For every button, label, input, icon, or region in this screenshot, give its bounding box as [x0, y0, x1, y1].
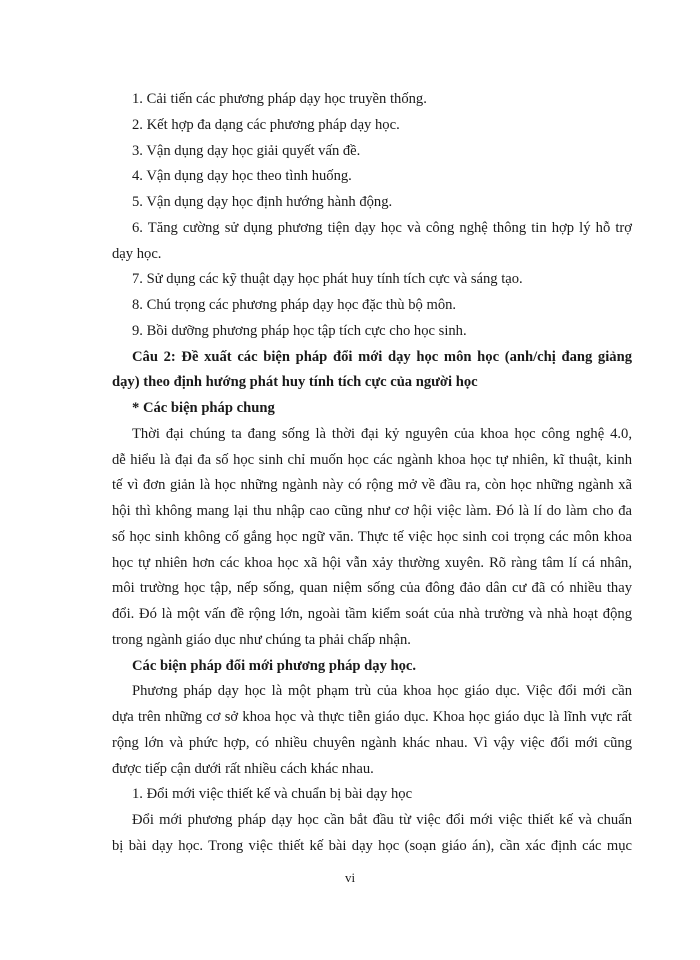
- list-item: 9. Bồi dưỡng phương pháp học tập tích cực cho học sinh.: [132, 322, 467, 339]
- paragraph-line: rộng lớn và phức hợp, có nhiều chuyên ngành khác nhau. Vì vậy việc đổi mới cũng: [112, 734, 632, 751]
- question-heading: Câu 2: Đề xuất các biện pháp đổi mới dạy học môn học (anh/chị đang giảng: [132, 348, 632, 365]
- paragraph-line: Đổi mới phương pháp dạy học cần bắt đầu từ việc đổi mới việc thiết kế và chuẩn: [132, 812, 632, 828]
- paragraph-line: dựa trên những cơ sở khoa học và thực tiễn giáo dục. Khoa học giáo dục là lĩnh vực rất: [112, 709, 632, 725]
- paragraph-line: hội thì không mang lại thu nhập cao cũng như cơ hội việc làm. Đó là lí do làm cho đa: [112, 503, 632, 519]
- subsection-heading: 1. Đổi mới việc thiết kế và chuẩn bị bài dạy học: [132, 786, 413, 803]
- document-body: [112, 87, 632, 860]
- list-item: 6. Tăng cường sử dụng phương tiện dạy học và công nghệ thông tin hợp lý hỗ trợ: [132, 219, 632, 236]
- list-item: 8. Chú trọng các phương pháp dạy học đặc thù bộ môn.: [132, 297, 457, 313]
- paragraph-line: trong ngành giáo dục như chúng ta phải chấp nhận.: [112, 631, 411, 648]
- paragraph-line: môi trường học tập, nếp sống, quan niệm sống của đông đảo dân cư đã có nhiều thay: [112, 580, 632, 597]
- section-heading: * Các biện pháp chung: [132, 400, 275, 416]
- list-item: 5. Vận dụng dạy học định hướng hành động.: [132, 194, 393, 210]
- paragraph-line: Thời đại chúng ta đang sống là thời đại kỷ nguyên của khoa học công nghệ 4.0,: [132, 425, 632, 442]
- paragraph-line: học tự nhiên hơn các khoa học xã hội vẫn xảy thường xuyên. Rõ ràng tâm lí cá nhân,: [112, 554, 632, 571]
- paragraph-line: bị bài dạy học. Trong việc thiết kế bài dạy học (soạn giáo án), cần xác định các mục: [112, 837, 632, 854]
- list-item: 3. Vận dụng dạy học giải quyết vấn đề.: [132, 142, 361, 159]
- paragraph-line: đổi. Đó là một vấn đề rộng lớn, ngoài tầm kiểm soát của nhà trường và nhà hoạt động: [112, 606, 632, 622]
- paragraph-line: được tiếp cận dưới rất nhiều cách khác nhau.: [112, 760, 374, 777]
- paragraph-line: Phương pháp dạy học là một phạm trù của khoa học giáo dục. Việc đổi mới cần: [132, 683, 632, 700]
- question-heading-continuation: dạy) theo định hướng phát huy tính tích cực của người học: [112, 374, 478, 391]
- list-item: 1. Cải tiến các phương pháp dạy học truyền thống.: [132, 91, 427, 107]
- page-number: vi: [344, 870, 356, 885]
- paragraph-line: số học sinh không cố gắng học ngữ văn. Thực tế việc học sinh coi trọng các môn khoa: [112, 528, 632, 545]
- list-item: 4. Vận dụng dạy học theo tình huống.: [132, 168, 352, 185]
- section-heading: Các biện pháp đổi mới phương pháp dạy học.: [132, 657, 417, 674]
- list-item-continuation: dạy học.: [112, 245, 162, 262]
- paragraph-line: tế vì đơn giản là học những ngành này có rộng mở về đầu ra, còn học những ngành xã: [112, 477, 632, 494]
- paragraph-line: dễ hiểu là đại đa số học sinh chỉ muốn học các ngành khoa học tự nhiên, kĩ thuật, kinh: [112, 451, 632, 468]
- list-item: 7. Sử dụng các kỹ thuật dạy học phát huy tính tích cực và sáng tạo.: [132, 271, 523, 288]
- list-item: 2. Kết hợp đa dạng các phương pháp dạy học.: [132, 116, 400, 133]
